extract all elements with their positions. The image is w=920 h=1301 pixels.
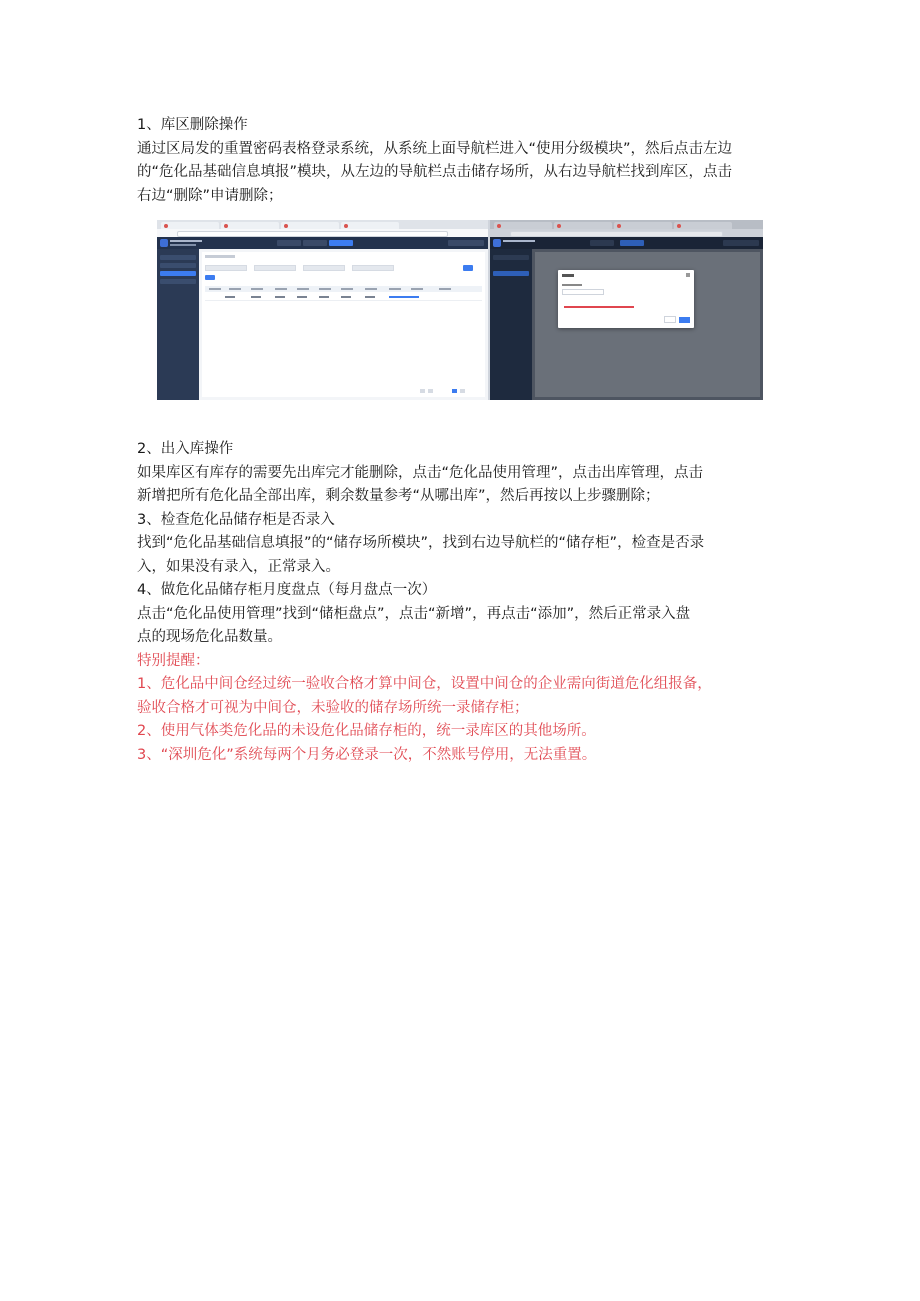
sidebar-item-active [160, 271, 196, 276]
section-1-line: 的“危化品基础信息填报”模块，从左边的导航栏点击储存场所，从右边导航栏找到库区，点击 [137, 164, 733, 180]
app-header [490, 237, 763, 249]
table-cell [297, 296, 307, 298]
row-actions [389, 296, 419, 298]
column-header [297, 288, 309, 290]
reminder-line: 验收合格才可视为中间仓，未验收的储存场所统一录储存柜； [137, 699, 529, 716]
sidebar-item-active [493, 271, 529, 276]
table-cell [341, 296, 351, 298]
dialog-warning-text [564, 306, 634, 308]
dialog-title [562, 274, 574, 277]
app-logo-icon [493, 239, 501, 247]
top-nav-item [590, 240, 614, 246]
tab-favicon-icon [677, 224, 681, 228]
tab-favicon-icon [284, 224, 288, 228]
browser-tab [221, 222, 279, 229]
section-2-heading: 2、出入库操作 [137, 441, 234, 457]
pagination [420, 389, 480, 393]
content-panel [202, 252, 485, 397]
app-name [503, 240, 535, 242]
dialog-reason-input [562, 289, 604, 295]
table-header [205, 286, 482, 292]
section-2-line: 如果库区有库存的需要先出库完才能删除，点击“危化品使用管理”，点击出库管理，点击 [137, 464, 704, 481]
sidebar-item [160, 263, 196, 268]
page-button [420, 389, 425, 393]
section-1-line: 右边“删除”申请删除； [137, 187, 283, 204]
browser-tab [494, 222, 552, 229]
search-button [463, 265, 473, 271]
delete-confirm-dialog [558, 270, 694, 328]
tab-favicon-icon [164, 224, 168, 228]
section-2-line: 新增把所有危化品全部出库，剩余数量参考“从哪出库”，然后再按以上步骤删除； [137, 488, 660, 504]
system-screenshot [157, 220, 763, 400]
section-4-line: 点击“危化品使用管理”找到“储柜盘点”，点击“新增”，再点击“添加”，然后正常录入盘 [137, 605, 691, 622]
column-header [275, 288, 287, 290]
screenshot-figure [157, 208, 787, 438]
screenshot-delete-dialog-view [490, 220, 763, 400]
column-header [365, 288, 377, 290]
column-header [319, 288, 331, 290]
table-cell [251, 296, 261, 298]
sidebar-item [493, 255, 529, 260]
column-header [251, 288, 263, 290]
section-4-line: 点的现场危化品数量。 [137, 629, 282, 645]
browser-tab [614, 222, 672, 229]
browser-tabs [490, 220, 763, 229]
section-1-line: 通过区局发的重置密码表格登录系统，从系统上面导航栏进入“使用分级模块”，然后点击左边 [137, 140, 733, 157]
sidebar-item [160, 255, 196, 260]
browser-tabs [157, 220, 488, 229]
section-3-heading: 3、检查危化品储存柜是否录入 [137, 511, 335, 528]
user-menu [448, 240, 484, 246]
sidebar-item [160, 279, 196, 284]
breadcrumb [205, 255, 235, 258]
table-cell [275, 296, 285, 298]
top-nav-item-active [329, 240, 353, 246]
table-cell [365, 296, 375, 298]
reminder-line: 2、使用气体类危化品的未设危化品储存柜的，统一录库区的其他场所。 [137, 723, 596, 739]
app-name [170, 240, 202, 242]
sidebar [490, 249, 532, 400]
section-1-heading: 1、库区删除操作 [137, 117, 248, 133]
table-cell [319, 296, 329, 298]
dialog-cancel-button [664, 316, 676, 323]
reminder-title: 特别提醒： [137, 652, 210, 669]
top-nav-item-active [620, 240, 644, 246]
filter-field [254, 265, 296, 271]
page-button [428, 389, 433, 393]
top-nav-item [303, 240, 327, 246]
browser-tab [341, 222, 399, 229]
table-row [205, 294, 482, 301]
filter-field [303, 265, 345, 271]
section-3-line: 找到“危化品基础信息填报”的“储存场所模块”，找到右边导航栏的“储存柜”，检查是否录 [137, 535, 705, 551]
column-header [411, 288, 423, 290]
reminder-line: 3、“深圳危化”系统每两个月务必登录一次，不然账号停用，无法重置。 [137, 746, 597, 763]
tab-favicon-icon [557, 224, 561, 228]
tab-favicon-icon [224, 224, 228, 228]
column-header [389, 288, 401, 290]
screenshot-list-view [157, 220, 488, 400]
browser-tab [281, 222, 339, 229]
tab-favicon-icon [344, 224, 348, 228]
section-4-heading: 4、做危化品储存柜月度盘点（每月盘点一次） [137, 582, 437, 598]
app-subname [170, 244, 196, 246]
section-3-line: 入，如果没有录入，正常录入。 [137, 558, 340, 575]
top-nav-item [277, 240, 301, 246]
user-menu [723, 240, 759, 246]
document-body [137, 114, 787, 767]
column-header [341, 288, 353, 290]
close-icon [686, 273, 690, 277]
page-button [460, 389, 465, 393]
app-logo-icon [160, 239, 168, 247]
column-header [209, 288, 221, 290]
app-header [157, 237, 488, 249]
sidebar [157, 249, 199, 400]
dialog-confirm-button [679, 317, 690, 323]
tab-favicon-icon [497, 224, 501, 228]
browser-tab [554, 222, 612, 229]
dialog-field-label [562, 284, 582, 286]
browser-tab [674, 222, 732, 229]
filter-field [352, 265, 394, 271]
column-header [439, 288, 451, 290]
browser-tab [161, 222, 219, 229]
filter-field [205, 265, 247, 271]
add-button [205, 275, 215, 280]
table-cell [225, 296, 235, 298]
page-button-active [452, 389, 457, 393]
reminder-line: 1、危化品中间仓经过统一验收合格才算中间仓，设置中间仓的企业需向街道危化组报备， [137, 676, 712, 692]
column-header [229, 288, 241, 290]
tab-favicon-icon [617, 224, 621, 228]
